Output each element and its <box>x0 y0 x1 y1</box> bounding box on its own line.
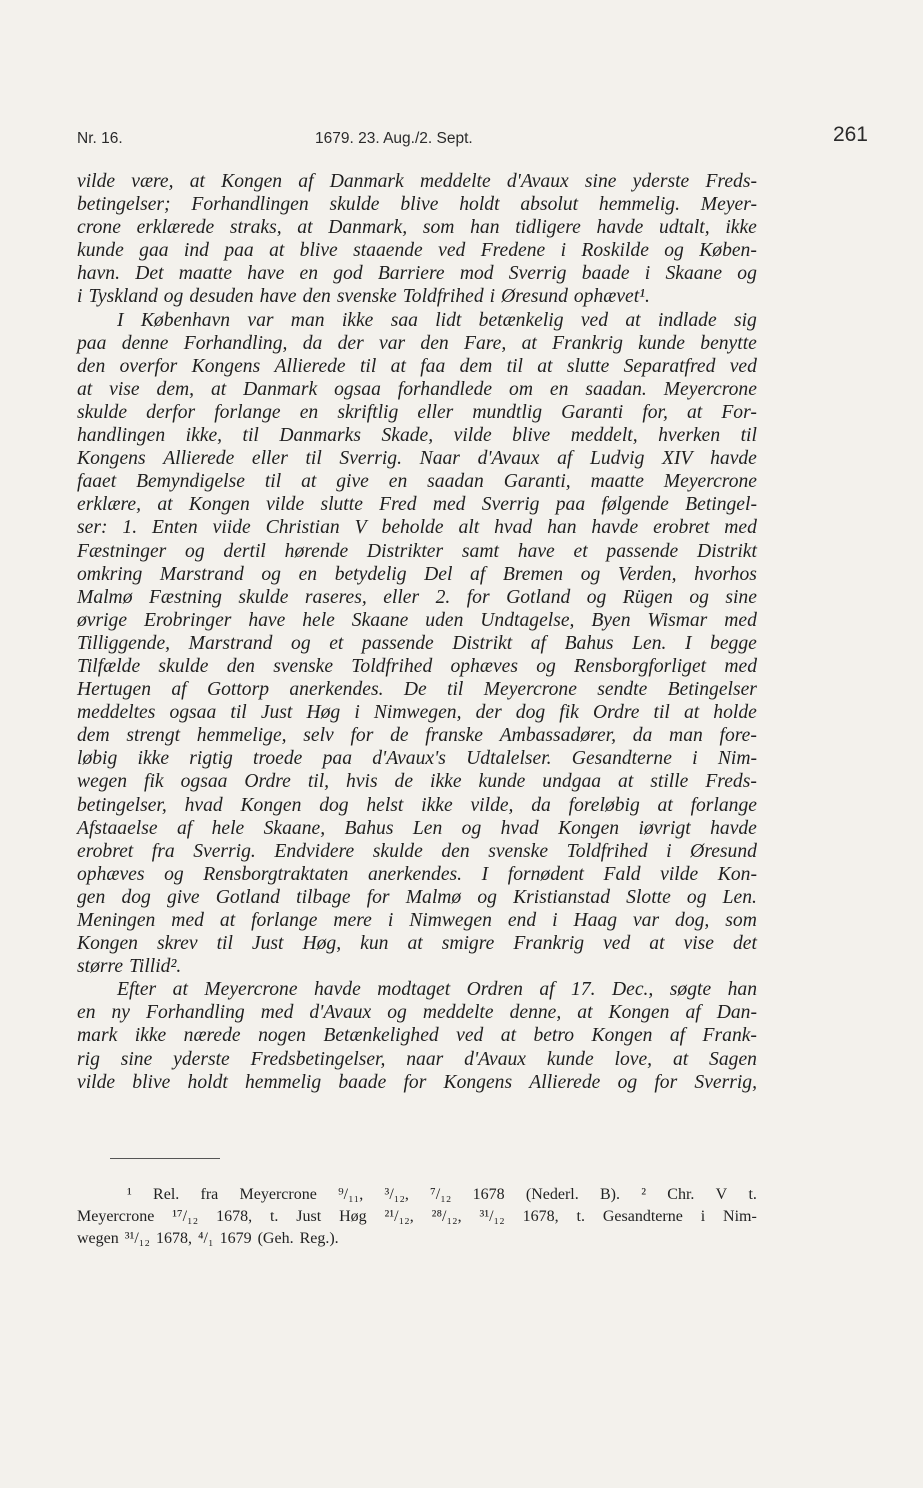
body-text <box>77 170 757 1094</box>
body-line: større Tillid². <box>77 956 182 978</box>
body-line: Tilfælde skulde den svenske Toldfrihed ophæves og Rensborgforliget med <box>77 655 757 677</box>
body-line: den overfor Kongens Allierede til at faa dem til at slutte Separatfred ved <box>77 355 757 377</box>
footnote-divider <box>110 1158 220 1159</box>
body-line: øvrige Erobringer have hele Skaane uden Undtagelse, Byen Wismar med <box>77 609 757 631</box>
body-line: dem strengt hemmelige, selv for de franske Ambassadører, da man fore- <box>77 725 757 747</box>
body-line: skulde derfor forlange en skriftlig eller mundtlig Garanti for, at For- <box>77 401 757 423</box>
body-line: gen dog give Gotland tilbage for Malmø og Kristianstad Slotte og Len. <box>77 886 757 908</box>
body-line: betingelser, hvad Kongen dog helst ikke vilde, da foreløbig at forlange <box>77 794 757 816</box>
body-line: vilde blive holdt hemmelig baade for Kongens Allierede og for Sverrig, <box>77 1071 757 1093</box>
body-line: Tilliggende, Marstrand og et passende Distrikt af Bahus Len. I begge <box>77 632 757 654</box>
footnote-line: Meyercrone ¹⁷/₁₂ 1678, t. Just Høg ²¹/₁₂, ²⁸/₁₂, ³¹/₁₂ 1678, t. Gesandterne i Nim- <box>77 1208 757 1225</box>
body-line: ser: 1. Enten viide Christian V beholde alt hvad han havde erobret med <box>77 517 757 539</box>
body-line: ophæves og Rensborgtraktaten anerkendes. I fornødent Fald vilde Kon- <box>77 863 757 885</box>
footnote-line: wegen ³¹/₁₂ 1678, ⁴/₁ 1679 (Geh. Reg.). <box>77 1230 339 1247</box>
body-line: at vise dem, at Danmark ogsaa forhandlede om en saadan. Meyercrone <box>77 378 757 400</box>
header-date: 1679. 23. Aug./2. Sept. <box>315 130 473 147</box>
body-line: betingelser; Forhandlingen skulde blive holdt absolut hemmelig. Meyer- <box>77 194 757 216</box>
body-line: erobret fra Sverrig. Endvidere skulde den svenske Toldfrihed i Øresund <box>77 840 757 862</box>
body-line: Kongen skrev til Just Høg, kun at smigre Frankrig ved at vise det <box>77 933 757 955</box>
body-line: kunde gaa ind paa at blive staaende ved Fredene i Roskilde og Køben- <box>77 240 757 262</box>
body-line: crone erklærede straks, at Danmark, som han tidligere havde udtalt, ikke <box>77 217 757 239</box>
body-line: meddeltes ogsaa til Just Høg i Nimwegen, der dog fik Ordre til at holde <box>77 702 757 724</box>
body-line: wegen fik ogsaa Ordre til, hvis de ikke kunde undgaa at stille Freds- <box>77 771 757 793</box>
body-line: erklære, at Kongen vilde slutte Fred med Sverrig paa følgende Betingel- <box>77 494 757 516</box>
body-line: Malmø Fæstning skulde raseres, eller 2. for Gotland og Rügen og sine <box>77 586 757 608</box>
body-line: Hertugen af Gottorp anerkendes. De til Meyercrone sendte Betingelser <box>77 679 757 701</box>
body-line: Fæstninger og dertil hørende Distrikter samt have et passende Distrikt <box>77 540 757 562</box>
body-line: mark ikke nærede nogen Betænkelighed ved at betro Kongen af Frank- <box>77 1025 757 1047</box>
body-line: havn. Det maatte have en god Barriere mod Sverrig baade i Skaane og <box>77 263 757 285</box>
body-line: i Tyskland og desuden have den svenske Toldfrihed i Øresund ophævet¹. <box>77 286 650 308</box>
body-line: en ny Forhandling med d'Avaux og meddelte denne, at Kongen af Dan- <box>77 1002 757 1024</box>
body-line: Kongens Allierede eller til Sverrig. Naar d'Avaux af Ludvig XIV havde <box>77 448 757 470</box>
footnotes <box>77 1184 757 1250</box>
body-line: omkring Marstrand og en betydelig Del af Bremen og Verden, hvorhos <box>77 563 757 585</box>
page-header <box>77 123 868 156</box>
body-line: Efter at Meyercrone havde modtaget Ordren af 17. Dec., søgte han <box>117 979 757 1001</box>
body-line: Meningen med at forlange mere i Nimwegen end i Haag var dog, som <box>77 910 757 931</box>
footnote-line: ¹ Rel. fra Meyercrone ⁹/₁₁, ³/₁₂, ⁷/₁₂ 1678 (Nederl. B). ² Chr. V t. <box>127 1186 757 1203</box>
section-number: Nr. 16. <box>77 130 123 147</box>
body-line: rig sine yderste Fredsbetingelser, naar d'Avaux kunde love, at Sagen <box>77 1048 757 1070</box>
page-number: 261 <box>832 123 868 146</box>
body-line: Afstaaelse af hele Skaane, Bahus Len og hvad Kongen iøvrigt havde <box>77 817 757 839</box>
body-line: løbig ikke rigtig troede paa d'Avaux's Udtalelser. Gesandterne i Nim- <box>77 748 757 770</box>
body-line: paa denne Forhandling, da der var den Fare, at Frankrig kunde benytte <box>77 332 757 354</box>
body-line: handlingen ikke, til Danmarks Skade, vilde blive meddelt, hverken til <box>77 425 757 447</box>
body-line: vilde være, at Kongen af Danmark meddelte d'Avaux sine yderste Freds- <box>77 171 757 192</box>
body-line: I København var man ikke saa lidt betænkelig ved at indlade sig <box>117 309 757 331</box>
body-line: faaet Bemyndigelse til at give en saadan Garanti, maatte Meyercrone <box>77 471 757 493</box>
